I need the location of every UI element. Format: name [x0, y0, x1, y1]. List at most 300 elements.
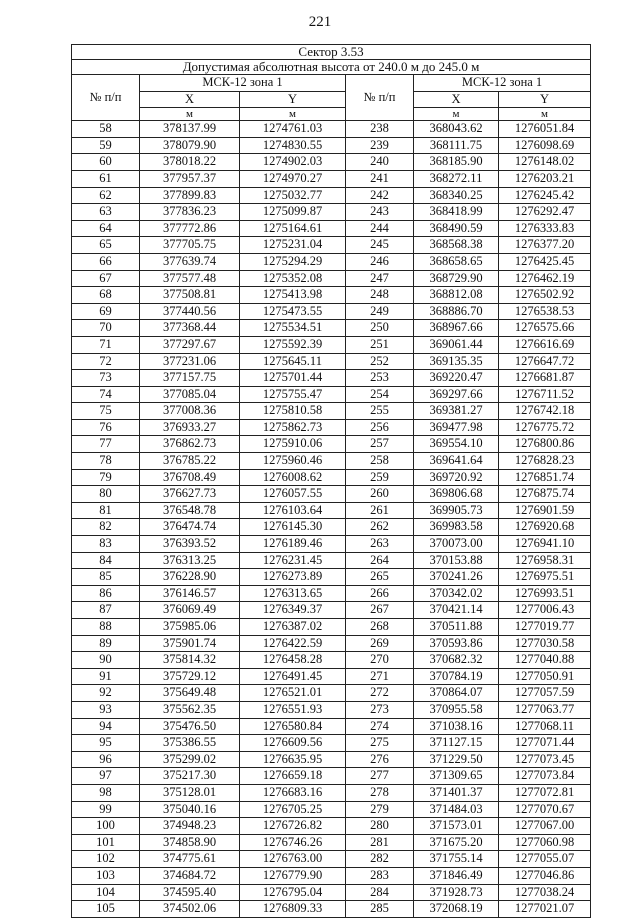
y-coordinate-left: 1274970.27	[240, 170, 346, 187]
point-number-left: 88	[72, 619, 140, 636]
table-row	[72, 602, 591, 619]
y-coordinate-left: 1276422.59	[240, 635, 346, 652]
y-coordinate-left: 1276609.56	[240, 735, 346, 752]
y-coordinate-right: 1276828.23	[499, 453, 591, 470]
x-coordinate-left: 374595.40	[140, 884, 240, 901]
y-coordinate-right: 1276538.53	[499, 303, 591, 320]
y-coordinate-left: 1276551.93	[240, 701, 346, 718]
point-number-left: 70	[72, 320, 140, 337]
y-coordinate-left: 1274761.03	[240, 121, 346, 138]
x-coordinate-right: 369554.10	[414, 436, 499, 453]
y-coordinate-left: 1275534.51	[240, 320, 346, 337]
x-coordinate-right: 368812.08	[414, 287, 499, 304]
y-coordinate-left: 1276057.55	[240, 486, 346, 503]
table-row	[72, 386, 591, 403]
y-coordinate-left: 1276580.84	[240, 718, 346, 735]
y-coordinate-left: 1276313.65	[240, 585, 346, 602]
y-coordinate-right: 1277055.07	[499, 851, 591, 868]
point-number-left: 73	[72, 370, 140, 387]
x-header-right: X	[414, 91, 499, 108]
y-coordinate-right: 1277046.86	[499, 867, 591, 884]
point-number-left: 78	[72, 453, 140, 470]
x-coordinate-left: 377577.48	[140, 270, 240, 287]
y-coordinate-right: 1277073.84	[499, 768, 591, 785]
y-coordinate-right: 1276941.10	[499, 536, 591, 553]
y-coordinate-left: 1275701.44	[240, 370, 346, 387]
point-number-right: 276	[346, 751, 414, 768]
x-coordinate-left: 378137.99	[140, 121, 240, 138]
x-coordinate-left: 374502.06	[140, 901, 240, 918]
table-row	[72, 536, 591, 553]
x-coordinate-right: 371484.03	[414, 801, 499, 818]
point-number-left: 101	[72, 834, 140, 851]
table-row	[72, 353, 591, 370]
point-number-right: 251	[346, 336, 414, 353]
point-number-left: 91	[72, 668, 140, 685]
x-coordinate-left: 377639.74	[140, 253, 240, 270]
table-row	[72, 419, 591, 436]
point-number-left: 71	[72, 336, 140, 353]
x-coordinate-right: 368658.65	[414, 253, 499, 270]
point-number-left: 94	[72, 718, 140, 735]
x-coordinate-right: 371846.49	[414, 867, 499, 884]
point-number-left: 103	[72, 867, 140, 884]
point-number-right: 257	[346, 436, 414, 453]
table-row	[72, 701, 591, 718]
y-coordinate-left: 1275910.06	[240, 436, 346, 453]
y-coordinate-right: 1276993.51	[499, 585, 591, 602]
table-row	[72, 569, 591, 586]
point-number-left: 97	[72, 768, 140, 785]
table-row	[72, 768, 591, 785]
x-coordinate-right: 368967.66	[414, 320, 499, 337]
x-coordinate-right: 370864.07	[414, 685, 499, 702]
point-number-left: 83	[72, 536, 140, 553]
x-coordinate-left: 377957.37	[140, 170, 240, 187]
y-coordinate-right: 1276203.21	[499, 170, 591, 187]
y-coordinate-left: 1276145.30	[240, 519, 346, 536]
x-coordinate-right: 370421.14	[414, 602, 499, 619]
point-number-left: 85	[72, 569, 140, 586]
x-coordinate-right: 371038.16	[414, 718, 499, 735]
table-row	[72, 652, 591, 669]
point-number-left: 93	[72, 701, 140, 718]
point-number-right: 248	[346, 287, 414, 304]
table-row	[72, 287, 591, 304]
point-number-left: 63	[72, 204, 140, 221]
x-coordinate-left: 376069.49	[140, 602, 240, 619]
point-number-right: 250	[346, 320, 414, 337]
y-coordinate-right: 1276920.68	[499, 519, 591, 536]
y-coordinate-left: 1275473.55	[240, 303, 346, 320]
point-number-right: 244	[346, 220, 414, 237]
x-coordinate-left: 377899.83	[140, 187, 240, 204]
x-unit-right: м	[414, 108, 499, 121]
y-coordinate-right: 1277073.45	[499, 751, 591, 768]
point-number-left: 60	[72, 154, 140, 171]
x-coordinate-left: 376474.74	[140, 519, 240, 536]
x-coordinate-left: 377705.75	[140, 237, 240, 254]
coordinates-table	[71, 44, 591, 918]
x-coordinate-right: 372068.19	[414, 901, 499, 918]
table-row	[72, 253, 591, 270]
x-coordinate-right: 369905.73	[414, 502, 499, 519]
zone-header-left: МСК-12 зона 1	[140, 75, 346, 92]
x-coordinate-left: 377440.56	[140, 303, 240, 320]
y-unit-right: м	[499, 108, 591, 121]
x-coordinate-right: 370153.88	[414, 552, 499, 569]
x-coordinate-left: 377297.67	[140, 336, 240, 353]
y-coordinate-left: 1276008.62	[240, 469, 346, 486]
point-number-left: 84	[72, 552, 140, 569]
y-coordinate-left: 1275645.11	[240, 353, 346, 370]
point-number-left: 82	[72, 519, 140, 536]
point-number-right: 266	[346, 585, 414, 602]
y-header-right: Y	[499, 91, 591, 108]
x-coordinate-right: 369983.58	[414, 519, 499, 536]
point-number-right: 245	[346, 237, 414, 254]
point-number-right: 271	[346, 668, 414, 685]
y-coordinate-left: 1275099.87	[240, 204, 346, 221]
x-coordinate-right: 370784.19	[414, 668, 499, 685]
x-coordinate-right: 370241.26	[414, 569, 499, 586]
table-row	[72, 784, 591, 801]
x-header-left: X	[140, 91, 240, 108]
x-coordinate-right: 369061.44	[414, 336, 499, 353]
x-coordinate-left: 375562.35	[140, 701, 240, 718]
x-coordinate-left: 375985.06	[140, 619, 240, 636]
table-row	[72, 370, 591, 387]
y-coordinate-right: 1277021.07	[499, 901, 591, 918]
x-coordinate-left: 374684.72	[140, 867, 240, 884]
y-coordinate-right: 1276148.02	[499, 154, 591, 171]
x-coordinate-right: 368185.90	[414, 154, 499, 171]
x-coordinate-left: 376228.90	[140, 569, 240, 586]
point-number-right: 242	[346, 187, 414, 204]
point-number-right: 273	[346, 701, 414, 718]
point-number-right: 252	[346, 353, 414, 370]
y-coordinate-right: 1276425.45	[499, 253, 591, 270]
point-number-right: 238	[346, 121, 414, 138]
x-coordinate-right: 369297.66	[414, 386, 499, 403]
x-coordinate-right: 368272.11	[414, 170, 499, 187]
y-coordinate-left: 1275231.04	[240, 237, 346, 254]
point-number-left: 104	[72, 884, 140, 901]
table-row	[72, 204, 591, 221]
point-number-left: 92	[72, 685, 140, 702]
x-coordinate-left: 377508.81	[140, 287, 240, 304]
zone-header-right: МСК-12 зона 1	[414, 75, 591, 92]
x-unit-left: м	[140, 108, 240, 121]
table-row	[72, 751, 591, 768]
npp-header-left: № п/п	[72, 75, 140, 121]
point-number-left: 100	[72, 818, 140, 835]
table-row	[72, 801, 591, 818]
x-coordinate-right: 369641.64	[414, 453, 499, 470]
point-number-left: 76	[72, 419, 140, 436]
table-row	[72, 121, 591, 138]
altitude-range: Допустимая абсолютная высота от 240.0 м до 245.0 м	[72, 60, 591, 75]
y-coordinate-right: 1276775.72	[499, 419, 591, 436]
x-coordinate-left: 378018.22	[140, 154, 240, 171]
x-coordinate-left: 376393.52	[140, 536, 240, 553]
x-coordinate-right: 368111.75	[414, 137, 499, 154]
point-number-right: 279	[346, 801, 414, 818]
x-coordinate-left: 377157.75	[140, 370, 240, 387]
x-coordinate-right: 369220.47	[414, 370, 499, 387]
y-coordinate-right: 1277070.67	[499, 801, 591, 818]
x-coordinate-left: 376548.78	[140, 502, 240, 519]
point-number-right: 253	[346, 370, 414, 387]
point-number-right: 247	[346, 270, 414, 287]
y-coordinate-left: 1275294.29	[240, 253, 346, 270]
table-row	[72, 851, 591, 868]
point-number-right: 272	[346, 685, 414, 702]
y-coordinate-left: 1276458.28	[240, 652, 346, 669]
x-coordinate-left: 375649.48	[140, 685, 240, 702]
x-coordinate-right: 371928.73	[414, 884, 499, 901]
x-coordinate-right: 371309.65	[414, 768, 499, 785]
table-row	[72, 502, 591, 519]
point-number-right: 267	[346, 602, 414, 619]
x-coordinate-right: 369477.98	[414, 419, 499, 436]
point-number-right: 281	[346, 834, 414, 851]
x-coordinate-right: 368490.59	[414, 220, 499, 237]
y-coordinate-left: 1276779.90	[240, 867, 346, 884]
y-coordinate-right: 1276711.52	[499, 386, 591, 403]
point-number-left: 79	[72, 469, 140, 486]
point-number-right: 249	[346, 303, 414, 320]
table-row	[72, 137, 591, 154]
point-number-left: 95	[72, 735, 140, 752]
table-row	[72, 635, 591, 652]
point-number-right: 270	[346, 652, 414, 669]
y-coordinate-left: 1275810.58	[240, 403, 346, 420]
x-coordinate-right: 369135.35	[414, 353, 499, 370]
table-row	[72, 237, 591, 254]
point-number-right: 278	[346, 784, 414, 801]
y-coordinate-right: 1276742.18	[499, 403, 591, 420]
y-header-left: Y	[240, 91, 346, 108]
point-number-left: 105	[72, 901, 140, 918]
x-coordinate-left: 375729.12	[140, 668, 240, 685]
npp-header-right: № п/п	[346, 75, 414, 121]
point-number-right: 239	[346, 137, 414, 154]
y-coordinate-right: 1276333.83	[499, 220, 591, 237]
table-row	[72, 469, 591, 486]
y-coordinate-left: 1276103.64	[240, 502, 346, 519]
point-number-left: 64	[72, 220, 140, 237]
y-coordinate-left: 1274830.55	[240, 137, 346, 154]
x-coordinate-right: 368568.38	[414, 237, 499, 254]
point-number-right: 263	[346, 536, 414, 553]
y-coordinate-left: 1275592.39	[240, 336, 346, 353]
x-coordinate-left: 374775.61	[140, 851, 240, 868]
x-coordinate-right: 368886.70	[414, 303, 499, 320]
y-coordinate-right: 1276292.47	[499, 204, 591, 221]
y-coordinate-right: 1277057.59	[499, 685, 591, 702]
y-coordinate-left: 1276795.04	[240, 884, 346, 901]
y-coordinate-right: 1276851.74	[499, 469, 591, 486]
table-row	[72, 552, 591, 569]
point-number-right: 280	[346, 818, 414, 835]
sector-title: Сектор 3.53	[72, 45, 591, 60]
point-number-left: 86	[72, 585, 140, 602]
x-coordinate-right: 370342.02	[414, 585, 499, 602]
x-coordinate-right: 368418.99	[414, 204, 499, 221]
y-coordinate-left: 1275862.73	[240, 419, 346, 436]
y-coordinate-right: 1277019.77	[499, 619, 591, 636]
y-coordinate-left: 1276635.95	[240, 751, 346, 768]
y-coordinate-right: 1276958.31	[499, 552, 591, 569]
x-coordinate-left: 375128.01	[140, 784, 240, 801]
x-coordinate-left: 377836.23	[140, 204, 240, 221]
y-coordinate-left: 1276659.18	[240, 768, 346, 785]
x-coordinate-right: 368043.62	[414, 121, 499, 138]
x-coordinate-left: 376708.49	[140, 469, 240, 486]
y-coordinate-left: 1276683.16	[240, 784, 346, 801]
table-row	[72, 154, 591, 171]
y-coordinate-left: 1274902.03	[240, 154, 346, 171]
x-coordinate-left: 376785.22	[140, 453, 240, 470]
y-coordinate-right: 1276800.86	[499, 436, 591, 453]
table-row	[72, 220, 591, 237]
point-number-left: 62	[72, 187, 140, 204]
x-coordinate-right: 368340.25	[414, 187, 499, 204]
x-coordinate-left: 376627.73	[140, 486, 240, 503]
point-number-right: 261	[346, 502, 414, 519]
y-coordinate-left: 1276763.00	[240, 851, 346, 868]
table-body	[72, 121, 591, 918]
point-number-left: 89	[72, 635, 140, 652]
table-row	[72, 486, 591, 503]
point-number-left: 58	[72, 121, 140, 138]
x-coordinate-right: 371127.15	[414, 735, 499, 752]
x-coordinate-left: 375217.30	[140, 768, 240, 785]
x-coordinate-left: 376862.73	[140, 436, 240, 453]
table-row	[72, 867, 591, 884]
point-number-left: 74	[72, 386, 140, 403]
point-number-left: 96	[72, 751, 140, 768]
x-coordinate-left: 375901.74	[140, 635, 240, 652]
x-coordinate-right: 371573.01	[414, 818, 499, 835]
table-row	[72, 901, 591, 918]
x-coordinate-left: 377008.36	[140, 403, 240, 420]
y-coordinate-left: 1275352.08	[240, 270, 346, 287]
point-number-left: 99	[72, 801, 140, 818]
x-coordinate-left: 378079.90	[140, 137, 240, 154]
y-coordinate-right: 1276647.72	[499, 353, 591, 370]
point-number-left: 67	[72, 270, 140, 287]
y-coordinate-right: 1277050.91	[499, 668, 591, 685]
point-number-right: 268	[346, 619, 414, 636]
x-coordinate-left: 375386.55	[140, 735, 240, 752]
x-coordinate-right: 370955.58	[414, 701, 499, 718]
y-coordinate-left: 1276491.45	[240, 668, 346, 685]
table-row	[72, 403, 591, 420]
point-number-left: 68	[72, 287, 140, 304]
point-number-right: 265	[346, 569, 414, 586]
y-coordinate-left: 1276387.02	[240, 619, 346, 636]
y-coordinate-left: 1276189.46	[240, 536, 346, 553]
point-number-left: 102	[72, 851, 140, 868]
point-number-left: 72	[72, 353, 140, 370]
point-number-right: 241	[346, 170, 414, 187]
x-coordinate-right: 371755.14	[414, 851, 499, 868]
y-coordinate-right: 1276502.92	[499, 287, 591, 304]
table-row	[72, 320, 591, 337]
table-row	[72, 170, 591, 187]
point-number-left: 59	[72, 137, 140, 154]
x-coordinate-left: 375814.32	[140, 652, 240, 669]
y-coordinate-left: 1275413.98	[240, 287, 346, 304]
point-number-left: 75	[72, 403, 140, 420]
point-number-left: 69	[72, 303, 140, 320]
y-coordinate-right: 1276377.20	[499, 237, 591, 254]
point-number-left: 65	[72, 237, 140, 254]
point-number-right: 260	[346, 486, 414, 503]
y-coordinate-right: 1277060.98	[499, 834, 591, 851]
x-coordinate-left: 376146.57	[140, 585, 240, 602]
point-number-right: 284	[346, 884, 414, 901]
y-coordinate-right: 1277040.88	[499, 652, 591, 669]
point-number-right: 243	[346, 204, 414, 221]
x-coordinate-right: 370073.00	[414, 536, 499, 553]
y-coordinate-right: 1276051.84	[499, 121, 591, 138]
y-coordinate-right: 1277067.00	[499, 818, 591, 835]
y-coordinate-left: 1276231.45	[240, 552, 346, 569]
x-coordinate-left: 375299.02	[140, 751, 240, 768]
x-coordinate-right: 369381.27	[414, 403, 499, 420]
x-coordinate-right: 370682.32	[414, 652, 499, 669]
point-number-left: 80	[72, 486, 140, 503]
point-number-right: 264	[346, 552, 414, 569]
x-coordinate-left: 374948.23	[140, 818, 240, 835]
point-number-right: 282	[346, 851, 414, 868]
x-coordinate-right: 370511.88	[414, 619, 499, 636]
x-coordinate-left: 377772.86	[140, 220, 240, 237]
y-coordinate-right: 1276975.51	[499, 569, 591, 586]
y-coordinate-right: 1276098.69	[499, 137, 591, 154]
y-coordinate-right: 1276575.66	[499, 320, 591, 337]
point-number-right: 255	[346, 403, 414, 420]
point-number-right: 262	[346, 519, 414, 536]
x-coordinate-right: 371229.50	[414, 751, 499, 768]
point-number-left: 98	[72, 784, 140, 801]
point-number-right: 254	[346, 386, 414, 403]
point-number-left: 90	[72, 652, 140, 669]
point-number-right: 269	[346, 635, 414, 652]
x-coordinate-right: 368729.90	[414, 270, 499, 287]
y-coordinate-left: 1276521.01	[240, 685, 346, 702]
x-coordinate-right: 369806.68	[414, 486, 499, 503]
y-coordinate-left: 1276746.26	[240, 834, 346, 851]
point-number-left: 87	[72, 602, 140, 619]
x-coordinate-left: 376313.25	[140, 552, 240, 569]
y-coordinate-left: 1275755.47	[240, 386, 346, 403]
point-number-right: 285	[346, 901, 414, 918]
table-row	[72, 668, 591, 685]
page-number: 221	[308, 14, 332, 30]
table-row	[72, 619, 591, 636]
y-coordinate-right: 1276616.69	[499, 336, 591, 353]
point-number-right: 258	[346, 453, 414, 470]
table-row	[72, 685, 591, 702]
table-row	[72, 336, 591, 353]
y-coordinate-right: 1276462.19	[499, 270, 591, 287]
table-row	[72, 834, 591, 851]
point-number-right: 259	[346, 469, 414, 486]
